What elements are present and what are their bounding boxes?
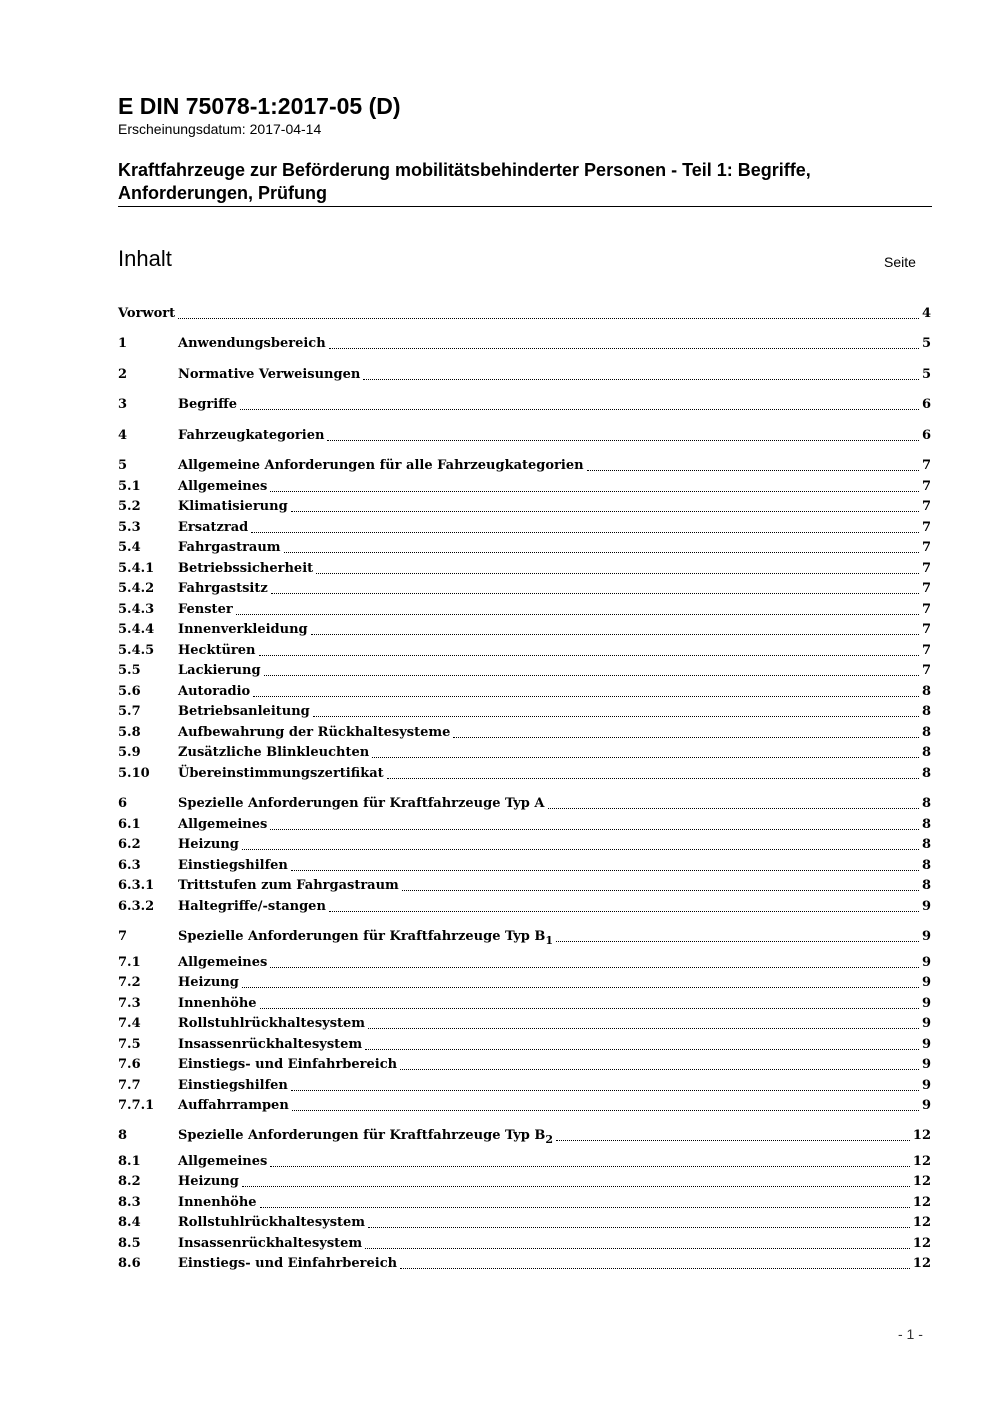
toc-entry-title-text: Anwendungsbereich — [178, 336, 326, 351]
toc-entry-number: 5.2 — [118, 499, 141, 514]
toc-dot-leader — [260, 1008, 919, 1009]
toc-heading: Inhalt — [118, 246, 172, 271]
toc-entry-number: 5.5 — [118, 663, 141, 678]
toc-entry[interactable] — [118, 1124, 931, 1144]
toc-entry-title-text: Betriebsanleitung — [178, 704, 310, 719]
toc-entry[interactable] — [118, 971, 931, 991]
toc-entry-page: 12 — [912, 1256, 931, 1271]
toc-entry-number: 8.2 — [118, 1174, 141, 1189]
toc-entry-page: 8 — [921, 684, 931, 699]
publication-date-label: Erscheinungsdatum: — [118, 121, 246, 137]
toc-entry-page: 9 — [921, 929, 931, 944]
toc-entry-page: 8 — [921, 817, 931, 832]
toc-entry-number: 7.5 — [118, 1037, 141, 1052]
toc-dot-leader — [363, 379, 919, 380]
toc-page-column-label: Seite — [884, 254, 916, 270]
toc-entry-title-text: Klimatisierung — [178, 499, 288, 514]
toc-entry[interactable] — [118, 721, 931, 741]
toc-dot-leader — [270, 491, 919, 492]
toc-entry[interactable] — [118, 1033, 931, 1053]
toc-entry-title-text: Heizung — [178, 837, 239, 852]
toc-entry-page: 9 — [921, 975, 931, 990]
toc-entry-title — [178, 766, 384, 782]
toc-entry-title — [178, 878, 399, 894]
toc-dot-leader — [316, 573, 919, 574]
toc-entry-title — [178, 581, 268, 597]
toc-entry-title — [178, 955, 267, 971]
toc-entry-page: 8 — [921, 704, 931, 719]
toc-entry-title-text: Spezielle Anforderungen für Kraftfahrzeuge Typ B — [178, 929, 546, 944]
toc-entry[interactable] — [118, 1170, 931, 1190]
toc-entry-title — [178, 1016, 365, 1032]
toc-entry[interactable] — [118, 516, 931, 536]
toc-entry-title — [178, 899, 326, 915]
toc-entry-number: 5.1 — [118, 479, 141, 494]
document-title: Kraftfahrzeuge zur Beförderung mobilitätsbehinderter Personen - Teil 1: Begriffe, Anforderungen, Prüfung — [118, 160, 811, 203]
toc-entry[interactable] — [118, 393, 931, 413]
toc-dot-leader — [270, 829, 919, 830]
toc-entry-subscript: 1 — [545, 934, 554, 947]
toc-entry-title-text: Rollstuhlrückhaltesystem — [178, 1215, 366, 1230]
toc-entry-page: 9 — [921, 1016, 931, 1031]
toc-entry-page: 9 — [921, 899, 931, 914]
toc-entry-title — [178, 1236, 362, 1252]
toc-entry-title-text: Einstiegs- und Einfahrbereich — [178, 1057, 398, 1072]
toc-entry-title-text: Trittstufen zum Fahrgastraum — [178, 878, 399, 893]
toc-entry-page: 7 — [921, 602, 931, 617]
toc-entry-title-text: Allgemeines — [178, 955, 268, 970]
toc-entry-title-text: Einstiegs- und Einfahrbereich — [178, 1256, 398, 1271]
toc-dot-leader — [400, 1268, 910, 1269]
toc-entry[interactable] — [118, 813, 931, 833]
toc-entry-number: 7.7.1 — [118, 1098, 155, 1113]
toc-entry-page: 7 — [921, 499, 931, 514]
toc-entry-title-text: Übereinstimmungszertifikat — [178, 766, 384, 781]
toc-entry-title — [178, 1154, 267, 1170]
toc-dot-leader — [311, 634, 919, 635]
toc-entry-title — [178, 336, 326, 352]
toc-entry-title-text: Lackierung — [178, 663, 261, 678]
toc-entry-title — [178, 858, 288, 874]
toc-entry-title-text: Spezielle Anforderungen für Kraftfahrzeuge Typ A — [178, 796, 545, 811]
toc-entry[interactable] — [118, 951, 931, 971]
toc-dot-leader — [313, 716, 919, 717]
toc-dot-leader — [236, 614, 919, 615]
toc-entry-page: 9 — [921, 1057, 931, 1072]
toc-entry-title — [178, 996, 257, 1012]
toc-entry-page: 8 — [921, 766, 931, 781]
toc-entry-page: 9 — [921, 955, 931, 970]
toc-entry-title — [178, 704, 310, 720]
toc-entry[interactable] — [118, 1012, 931, 1032]
toc-entry-title-text: Vorwort — [118, 306, 176, 321]
toc-dot-leader — [368, 1227, 910, 1228]
toc-dot-leader — [270, 967, 919, 968]
toc-entry[interactable] — [118, 577, 931, 597]
toc-entry-page: 12 — [912, 1174, 931, 1189]
toc-entry-page: 9 — [921, 996, 931, 1011]
toc-entry-page: 7 — [921, 540, 931, 555]
toc-entry[interactable] — [118, 1074, 931, 1094]
toc-entry-number: 6.3.2 — [118, 899, 155, 914]
toc-entry-title-text: Insassenrückhaltesystem — [178, 1037, 363, 1052]
toc-dot-leader — [329, 348, 919, 349]
toc-dot-leader — [372, 757, 919, 758]
toc-entry[interactable] — [118, 639, 931, 659]
toc-dot-leader — [365, 1248, 910, 1249]
toc-entry-page: 8 — [921, 745, 931, 760]
toc-entry-title-text: Fenster — [178, 602, 233, 617]
toc-entry-title-text: Einstiegshilfen — [178, 1078, 288, 1093]
toc-entry-title-text: Ersatzrad — [178, 520, 249, 535]
toc-entry-title — [178, 725, 450, 741]
toc-entry-number: 5.9 — [118, 745, 141, 760]
document-number: E DIN 75078-1:2017-05 (D) — [118, 93, 401, 119]
toc-entry-title — [178, 929, 553, 945]
toc-entry-page: 12 — [912, 1236, 931, 1251]
toc-entry[interactable] — [118, 598, 931, 618]
toc-entry-title-text: Innenverkleidung — [178, 622, 308, 637]
toc-entry-number: 7 — [118, 929, 128, 944]
toc-entry[interactable] — [118, 680, 931, 700]
toc-entry[interactable] — [118, 833, 931, 853]
toc-entry-page: 6 — [921, 428, 931, 443]
toc-entry-number: 8.1 — [118, 1154, 141, 1169]
toc-entry-title-text: Spezielle Anforderungen für Kraftfahrzeuge Typ B — [178, 1128, 546, 1143]
toc-entry-number: 6 — [118, 796, 128, 811]
toc-entry-number: 2 — [118, 367, 128, 382]
toc-entry-title-text: Allgemeine Anforderungen für alle Fahrzeugkategorien — [178, 458, 584, 473]
toc-entry-subscript: 2 — [545, 1133, 554, 1146]
toc-entry-title — [178, 1057, 397, 1073]
toc-entry-number: 8.6 — [118, 1256, 141, 1271]
toc-entry-number: 5.8 — [118, 725, 141, 740]
toc-entry-number: 6.3 — [118, 858, 141, 873]
toc-dot-leader — [453, 737, 919, 738]
toc-dot-leader — [548, 808, 919, 809]
toc-dot-leader — [253, 696, 919, 697]
toc-entry-title — [178, 520, 248, 536]
toc-entry-title-text: Rollstuhlrückhaltesystem — [178, 1016, 366, 1031]
toc-entry[interactable] — [118, 1094, 931, 1114]
toc-entry-title — [178, 540, 281, 556]
toc-entry-number: 5.4.5 — [118, 643, 155, 658]
toc-dot-leader — [242, 1186, 910, 1187]
toc-entry-title-text: Aufbewahrung der Rückhaltesysteme — [178, 725, 451, 740]
toc-dot-leader — [270, 1166, 910, 1167]
toc-entry-title-text: Heizung — [178, 975, 239, 990]
toc-entry-number: 6.2 — [118, 837, 141, 852]
toc-entry-title — [118, 306, 175, 322]
toc-entry-number: 5.4.1 — [118, 561, 155, 576]
toc-dot-leader — [400, 1069, 919, 1070]
toc-entry-number: 5.6 — [118, 684, 141, 699]
toc-entry-title-text: Einstiegshilfen — [178, 858, 288, 873]
toc-entry-number: 7.4 — [118, 1016, 141, 1031]
toc-entry-page: 8 — [921, 796, 931, 811]
toc-entry-number: 1 — [118, 336, 128, 351]
toc-dot-leader — [387, 778, 919, 779]
toc-entry[interactable] — [118, 536, 931, 556]
toc-entry-title — [178, 499, 288, 515]
toc-entry-title — [178, 1128, 553, 1144]
toc-entry-page: 12 — [912, 1195, 931, 1210]
toc-entry-number: 7.6 — [118, 1057, 141, 1072]
toc-entry-number: 7.1 — [118, 955, 141, 970]
toc-entry[interactable] — [118, 700, 931, 720]
toc-entry-title-text: Heizung — [178, 1174, 239, 1189]
toc-entry[interactable] — [118, 302, 931, 322]
toc-entry-page: 8 — [921, 725, 931, 740]
toc-entry-title — [178, 1078, 288, 1094]
table-of-contents — [118, 0, 931, 1403]
toc-entry-title — [178, 1215, 365, 1231]
toc-entry-page: 12 — [912, 1128, 931, 1143]
toc-entry-page: 7 — [921, 663, 931, 678]
toc-entry-title — [178, 428, 324, 444]
toc-entry-page: 8 — [921, 878, 931, 893]
toc-entry-title — [178, 479, 267, 495]
toc-entry-number: 6.1 — [118, 817, 141, 832]
toc-entry-page: 12 — [912, 1215, 931, 1230]
toc-entry-number: 7.2 — [118, 975, 141, 990]
toc-entry-title — [178, 367, 360, 383]
toc-entry-number: 8 — [118, 1128, 128, 1143]
toc-dot-leader — [242, 849, 919, 850]
toc-entry-number: 4 — [118, 428, 128, 443]
toc-entry-title — [178, 684, 250, 700]
toc-dot-leader — [292, 1110, 919, 1111]
toc-entry[interactable] — [118, 332, 931, 352]
toc-entry-page: 7 — [921, 520, 931, 535]
toc-entry-number: 5.7 — [118, 704, 141, 719]
toc-entry-title — [178, 1098, 289, 1114]
toc-dot-leader — [587, 470, 919, 471]
toc-entry-page: 7 — [921, 643, 931, 658]
toc-entry-title — [178, 817, 267, 833]
toc-entry-number: 8.3 — [118, 1195, 141, 1210]
toc-entry-number: 5.10 — [118, 766, 150, 781]
toc-entry[interactable] — [118, 1191, 931, 1211]
toc-entry[interactable] — [118, 475, 931, 495]
toc-entry-title-text: Haltegriffe/-stangen — [178, 899, 326, 914]
toc-entry[interactable] — [118, 854, 931, 874]
toc-entry[interactable] — [118, 925, 931, 945]
toc-entry[interactable] — [118, 424, 931, 444]
toc-entry-number: 8.4 — [118, 1215, 141, 1230]
toc-entry-number: 5.4.4 — [118, 622, 155, 637]
title-divider — [118, 206, 932, 207]
page-number: - 1 - — [898, 1326, 923, 1342]
toc-entry[interactable] — [118, 557, 931, 577]
toc-entry-title — [178, 1256, 397, 1272]
toc-entry[interactable] — [118, 792, 931, 812]
toc-entry[interactable] — [118, 454, 931, 474]
toc-dot-leader — [284, 552, 919, 553]
toc-entry-title-text: Hecktüren — [178, 643, 256, 658]
toc-entry-title-text: Allgemeines — [178, 817, 268, 832]
toc-entry-title — [178, 663, 261, 679]
toc-entry-title — [178, 1037, 362, 1053]
toc-entry-number: 7.7 — [118, 1078, 141, 1093]
toc-entry-title-text: Fahrgastraum — [178, 540, 281, 555]
toc-entry-page: 7 — [921, 561, 931, 576]
toc-entry-number: 6.3.1 — [118, 878, 155, 893]
toc-entry[interactable] — [118, 741, 931, 761]
toc-entry-title — [178, 622, 308, 638]
toc-dot-leader — [271, 593, 919, 594]
toc-entry-title-text: Allgemeines — [178, 479, 268, 494]
toc-entry-title — [178, 561, 313, 577]
toc-entry[interactable] — [118, 1150, 931, 1170]
toc-dot-leader — [178, 318, 919, 319]
toc-entry-page: 9 — [921, 1098, 931, 1113]
toc-entry-page: 9 — [921, 1078, 931, 1093]
toc-entry[interactable] — [118, 363, 931, 383]
toc-entry-number: 5.3 — [118, 520, 141, 535]
toc-entry-title-text: Begriffe — [178, 397, 238, 412]
toc-dot-leader — [365, 1049, 919, 1050]
toc-entry[interactable] — [118, 1252, 931, 1272]
toc-dot-leader — [402, 890, 919, 891]
toc-entry-title — [178, 796, 545, 812]
toc-entry-number: 5.4.2 — [118, 581, 155, 596]
toc-entry-title — [178, 1195, 257, 1211]
toc-dot-leader — [242, 987, 919, 988]
toc-entry-number: 5 — [118, 458, 128, 473]
toc-dot-leader — [291, 1090, 919, 1091]
toc-dot-leader — [556, 1140, 910, 1141]
toc-dot-leader — [251, 532, 919, 533]
toc-entry-number: 5.4.3 — [118, 602, 155, 617]
toc-dot-leader — [259, 655, 919, 656]
toc-entry-page: 5 — [921, 367, 931, 382]
toc-entry-title — [178, 397, 237, 413]
toc-entry[interactable] — [118, 618, 931, 638]
toc-entry-title-text: Betriebssicherheit — [178, 561, 314, 576]
toc-entry-number: 8.5 — [118, 1236, 141, 1251]
toc-entry-title — [178, 1174, 239, 1190]
toc-entry-title-text: Autoradio — [178, 684, 251, 699]
toc-entry-page: 6 — [921, 397, 931, 412]
toc-entry-title — [178, 602, 233, 618]
toc-entry-page: 8 — [921, 837, 931, 852]
toc-dot-leader — [368, 1028, 919, 1029]
toc-dot-leader — [240, 409, 919, 410]
toc-entry-page: 9 — [921, 1037, 931, 1052]
toc-entry-title-text: Allgemeines — [178, 1154, 268, 1169]
toc-entry-title-text: Normative Verweisungen — [178, 367, 361, 382]
toc-entry-title — [178, 837, 239, 853]
toc-entry-title-text: Insassenrückhaltesystem — [178, 1236, 363, 1251]
toc-entry-number: 5.4 — [118, 540, 141, 555]
toc-entry-page: 7 — [921, 479, 931, 494]
toc-dot-leader — [291, 511, 919, 512]
toc-entry[interactable] — [118, 874, 931, 894]
publication-date — [118, 120, 321, 138]
toc-entry-number: 3 — [118, 397, 128, 412]
toc-entry-title-text: Auffahrrampen — [178, 1098, 289, 1113]
toc-entry-page: 7 — [921, 622, 931, 637]
toc-dot-leader — [260, 1207, 910, 1208]
toc-dot-leader — [264, 675, 919, 676]
toc-entry[interactable] — [118, 1053, 931, 1073]
toc-entry-page: 7 — [921, 458, 931, 473]
toc-entry-title-text: Fahrgastsitz — [178, 581, 268, 596]
toc-entry-page: 5 — [921, 336, 931, 351]
toc-entry-page: 7 — [921, 581, 931, 596]
toc-entry-page: 8 — [921, 858, 931, 873]
publication-date-value: 2017-04-14 — [249, 121, 322, 137]
toc-entry-title — [178, 643, 256, 659]
toc-entry-title-text: Innenhöhe — [178, 996, 257, 1011]
toc-entry-title-text: Fahrzeugkategorien — [178, 428, 325, 443]
toc-entry-number: 7.3 — [118, 996, 141, 1011]
toc-entry[interactable] — [118, 762, 931, 782]
toc-entry-page: 4 — [921, 306, 931, 321]
toc-entry-title — [178, 745, 369, 761]
toc-entry-title — [178, 458, 584, 474]
toc-entry[interactable] — [118, 992, 931, 1012]
toc-entry[interactable] — [118, 495, 931, 515]
toc-entry[interactable] — [118, 659, 931, 679]
toc-entry[interactable] — [118, 1211, 931, 1231]
toc-entry-title-text: Zusätzliche Blinkleuchten — [178, 745, 370, 760]
toc-entry-page: 12 — [912, 1154, 931, 1169]
toc-dot-leader — [329, 911, 919, 912]
toc-entry[interactable] — [118, 1232, 931, 1252]
toc-dot-leader — [327, 440, 919, 441]
toc-entry[interactable] — [118, 895, 931, 915]
toc-entry-title-text: Innenhöhe — [178, 1195, 257, 1210]
toc-entry-title — [178, 975, 239, 991]
toc-dot-leader — [556, 941, 919, 942]
toc-dot-leader — [291, 870, 919, 871]
